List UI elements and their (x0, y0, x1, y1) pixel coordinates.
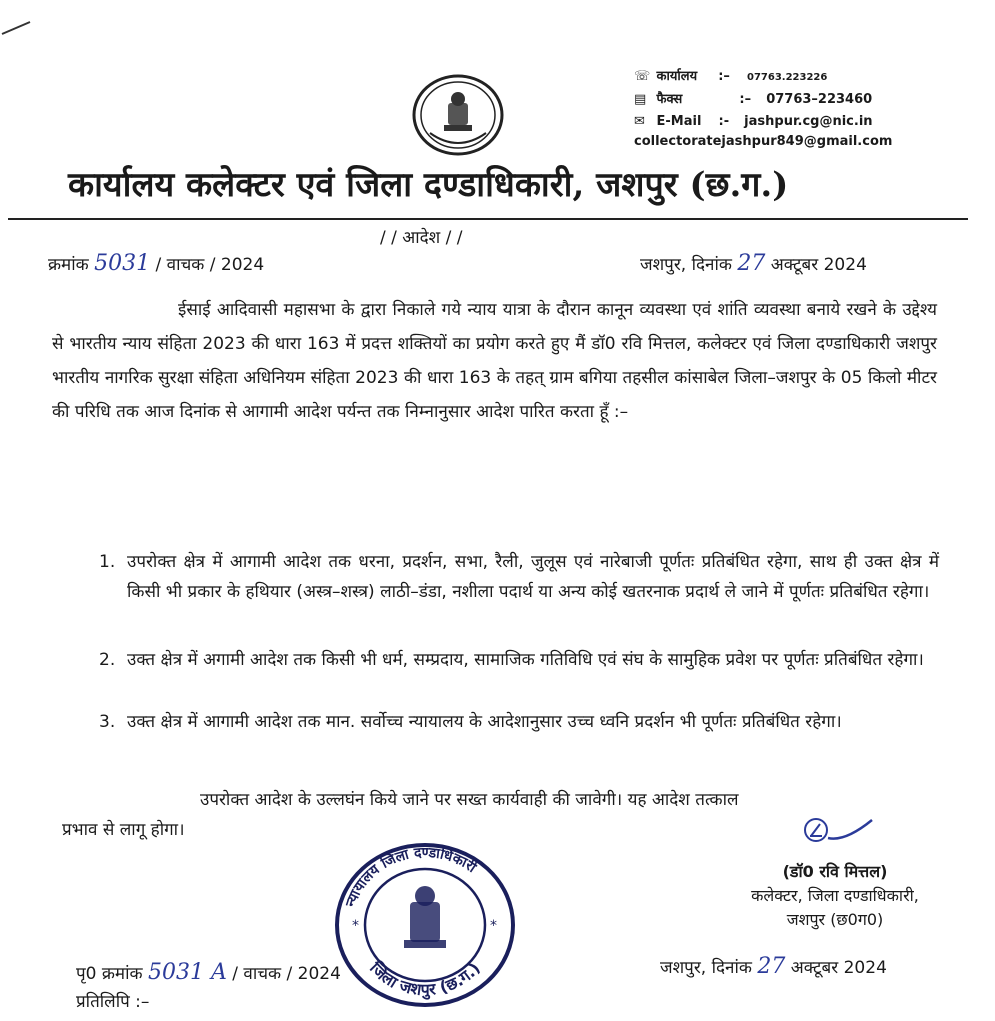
signatory-place: जशपुर (छ0ग0) (786, 910, 884, 929)
copy-to-label: प्रतिलिपि :– (76, 992, 150, 1012)
telephone-icon: ☏ (634, 69, 651, 84)
item-number: 1. (99, 552, 116, 572)
copy-date-suffix: अक्टूबर 2024 (790, 958, 887, 978)
signatory-designation: कलेक्टर, जिला दण्डाधिकारी, (751, 886, 919, 905)
official-seal-stamp (330, 840, 520, 1010)
order-date (640, 251, 867, 276)
email-row (634, 113, 892, 131)
item-text: उक्त क्षेत्र में आगामी आदेश तक मान. सर्वोच्च न्यायालय के आदेशानुसार उच्च ध्वनि प्रदर्शन भी पूर्णतः प्रतिबंधित रहेगा। (127, 712, 842, 732)
signature-block (700, 860, 970, 932)
email-label: E-Mail (656, 114, 702, 129)
order-item-1 (99, 547, 939, 607)
item-text: उक्त क्षेत्र में अगामी आदेश तक किसी भी धर्म, सम्प्रदाय, सामाजिक गतिविधि एवं संघ के सामुहिक प्रवेश पर पूर्णतः प्रतिबंधित रहेगा। (127, 650, 924, 670)
svg-text:न्यायालय जिला दण्डाधिकारी: न्यायालय जिला दण्डाधिकारी (342, 844, 479, 909)
closing-line-1: उपरोक्त आदेश के उल्लघंन किये जाने पर सख्त कार्यवाही की जावेगी। यह आदेश तत्काल (200, 790, 739, 810)
ref-prefix: क्रमांक (48, 255, 89, 275)
office-title: कार्यालय कलेक्टर एवं जिला दण्डाधिकारी, जशपुर (छ.ग.) (68, 165, 789, 205)
email-primary: jashpur.cg@nic.in (744, 114, 873, 129)
office-phone-row (634, 68, 892, 87)
svg-text:*: * (490, 918, 497, 934)
date-suffix: अक्टूबर 2024 (770, 255, 867, 275)
office-label: कार्यालय (656, 69, 698, 84)
svg-text:*: * (352, 918, 359, 934)
item-text: उपरोक्त क्षेत्र में आगामी आदेश तक धरना, प्रदर्शन, सभा, रैली, जुलूस एवं नारेबाजी पूर्णतः प्रतिबंधित रहेगा, साथ ही उक्त क्षेत्र में किसी भी प्रकार के हथियार (अस्त्र–शस्त्र) लाठी–डंडा, नशीला पदार्थ या अन्य कोई खतरनाक प्रदार्थ ले जाने में पूर्णतः प्रतिबंधित रहेगा। (127, 552, 939, 602)
fax-number: 07763–223460 (766, 92, 873, 107)
reference-number (48, 251, 265, 276)
header-divider (8, 218, 968, 220)
date-day-handwritten: 27 (737, 251, 766, 276)
date-prefix: जशपुर, दिनांक (640, 255, 732, 275)
order-item-3 (99, 707, 939, 737)
copy-suffix: / वाचक / 2024 (232, 964, 341, 984)
order-intro-paragraph: ईसाई आदिवासी महासभा के द्वारा निकाले गये न्याय यात्रा के दौरान कानून व्यवस्था एवं शांति व्यवस्था बनाये रखने के उद्देश्य से भारतीय न्याय संहिता 2023 की धारा 163 में प्रदत्त शक्तियों का प्रयोग करते हुए मैं डॉ0 रवि मित्तल, कलेक्टर एवं जिला दण्डाधिकारी जशपुर भारतीय नागरिक सुरक्षा संहिता अधिनियम संहिता 2023 की धारा 163 के तहत् ग्राम बगिया तहसील कांसाबेल जिला–जशपुर के 05 किलो मीटर की परिधि तक आज दिनांक से आगामी आदेश पर्यन्त तक निम्नानुसार आदेश पारित करता हूँ :– (52, 300, 937, 422)
fax-row (634, 91, 892, 109)
fax-label: फैक्स (656, 92, 683, 107)
copy-prefix: पृ0 क्रमांक (76, 964, 143, 984)
copy-date-prefix: जशपुर, दिनांक (660, 958, 752, 978)
order-item-2 (99, 645, 939, 675)
office-sep: :– (718, 69, 730, 84)
order-heading: / / आदेश / / (380, 228, 463, 248)
email-secondary: collectoratejashpur849@gmail.com (634, 134, 893, 149)
copy-number-handwritten: 5031 A (147, 960, 227, 985)
email-sep: :- (718, 114, 730, 129)
fax-icon: ▤ (634, 92, 647, 107)
office-number: 07763.223226 (746, 72, 828, 83)
copy-reference-number (76, 960, 341, 985)
item-number: 3. (99, 712, 116, 732)
closing-line-2: प्रभाव से लागू होगा। (62, 820, 185, 840)
envelope-icon: ✉ (634, 114, 645, 129)
copy-date (660, 954, 887, 979)
item-number: 2. (99, 650, 116, 670)
fax-sep: :– (739, 92, 752, 107)
copy-date-day-handwritten: 27 (757, 954, 786, 979)
contact-block (634, 68, 892, 151)
signature-scribble (800, 812, 880, 852)
svg-text:जिला जशपुर (छ.ग.): जिला जशपुर (छ.ग.) (366, 958, 484, 1000)
ref-suffix: / वाचक / 2024 (155, 255, 265, 275)
ref-number-handwritten: 5031 (94, 251, 151, 276)
signatory-name: (डॉ0 रवि मित्तल) (782, 862, 888, 881)
corner-pen-mark (0, 18, 40, 38)
state-emblem-logo (410, 73, 506, 157)
